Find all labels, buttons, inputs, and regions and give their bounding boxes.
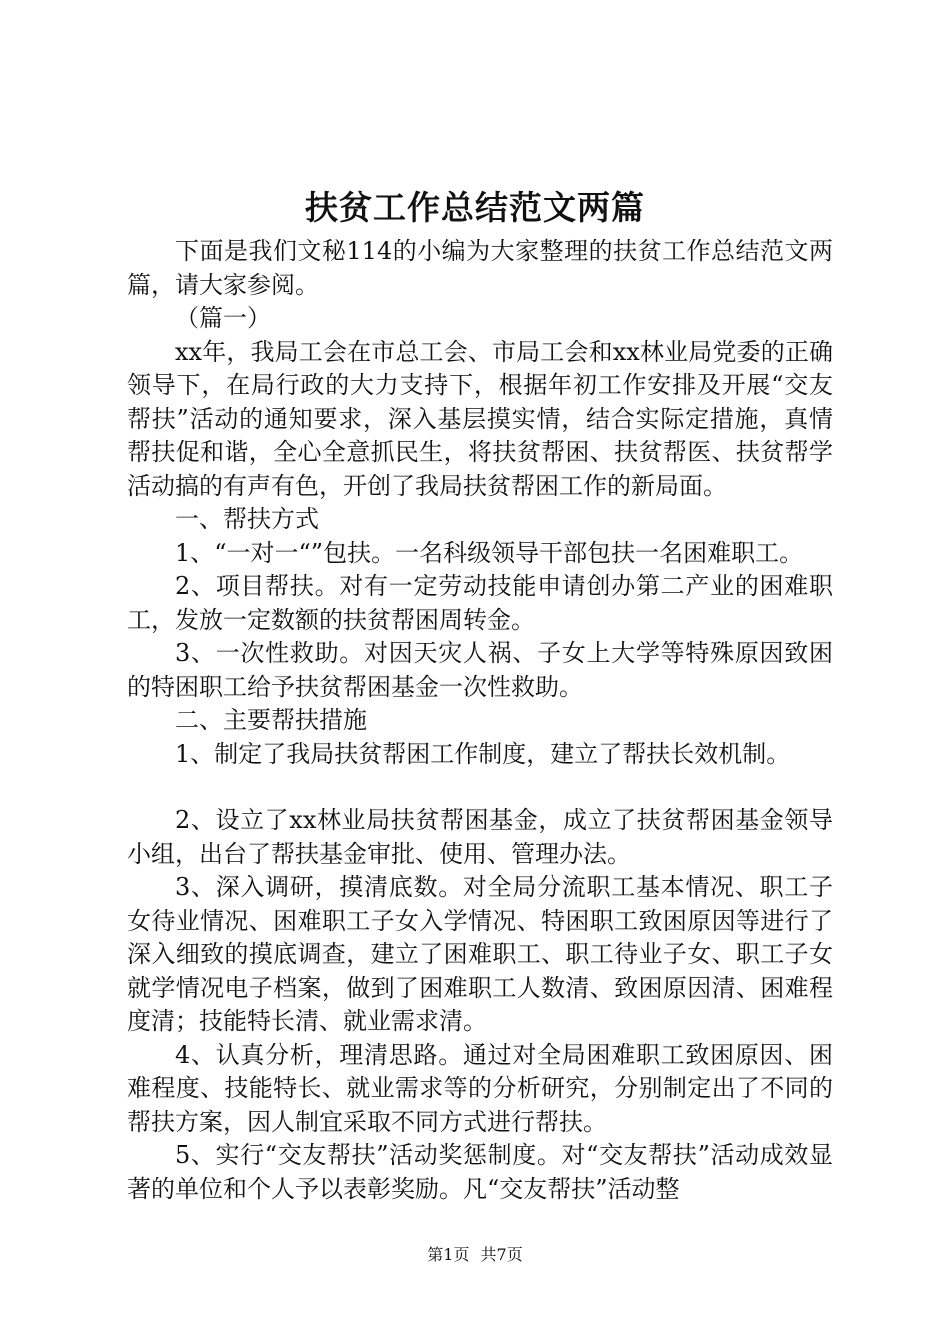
paragraph-method-3: 3、一次性救助。对因天灾人祸、子女上大学等特殊原因致困的特困职工给予扶贫帮困基金一次性救助。 — [127, 639, 833, 701]
paragraph-measure-3: 3、深入调研，摸清底数。对全局分流职工基本情况、职工子女待业情况、困难职工子女入学情况、特困职工致困原因等进行了深入细致的摸底调查，建立了困难职工、职工待业子女、职工子女就学情况电子档案，做到了困难职工人数清、致困原因清、困难程度清；技能特长清、就业需求清。 — [127, 873, 833, 1035]
paragraph-measure-2: 2、设立了xx林业局扶贫帮困基金，成立了扶贫帮困基金领导小组，出台了帮扶基金审批、使用、管理办法。 — [127, 806, 833, 868]
paragraph-method-1: 1、“一对一“”包扶。一名科级领导干部包扶一名困难职工。 — [175, 538, 804, 567]
section-heading-measures: 二、主要帮扶措施 — [175, 706, 367, 734]
paragraph-measure-1: 1、制定了我局扶贫帮困工作制度，建立了帮扶长效机制。 — [175, 739, 791, 768]
paragraph-method-2: 2、项目帮扶。对有一定劳动技能申请创办第二产业的困难职工，发放一定数额的扶贫帮困周转金。 — [127, 572, 833, 634]
page-number: 第1页 — [427, 1245, 470, 1264]
page-footer — [0, 1243, 950, 1267]
paragraph-measure-4: 4、认真分析，理清思路。通过对全局困难职工致困原因、困难程度、技能特长、就业需求等的分析研究，分别制定出了不同的帮扶方案，因人制宜采取不同方式进行帮扶。 — [127, 1040, 833, 1136]
page-total: 共7页 — [480, 1245, 523, 1264]
document-body — [127, 235, 833, 1206]
paragraph-intro: 下面是我们文秘114的小编为大家整理的扶贫工作总结范文两篇，请大家参阅。 — [127, 237, 833, 299]
document-title: 扶贫工作总结范文两篇 — [305, 188, 645, 227]
section-heading-methods: 一、帮扶方式 — [175, 505, 319, 533]
paragraph-part-one-heading: （篇一） — [175, 304, 271, 332]
paragraph-overview: xx年，我局工会在市总工会、市局工会和xx林业局党委的正确领导下，在局行政的大力支持下，根据年初工作安排及开展“交友帮扶”活动的通知要求，深入基层摸实情，结合实际定措施，真情帮扶促和谐，全心全意抓民生，将扶贫帮困、扶贫帮医、扶贫帮学活动搞的有声有色，开创了我局扶贫帮困工作的新局面。 — [127, 337, 833, 500]
paragraph-measure-5: 5、实行“交友帮扶”活动奖惩制度。对“交友帮扶”活动成效显著的单位和个人予以表彰奖励。凡“交友帮扶”活动整 — [127, 1141, 833, 1203]
